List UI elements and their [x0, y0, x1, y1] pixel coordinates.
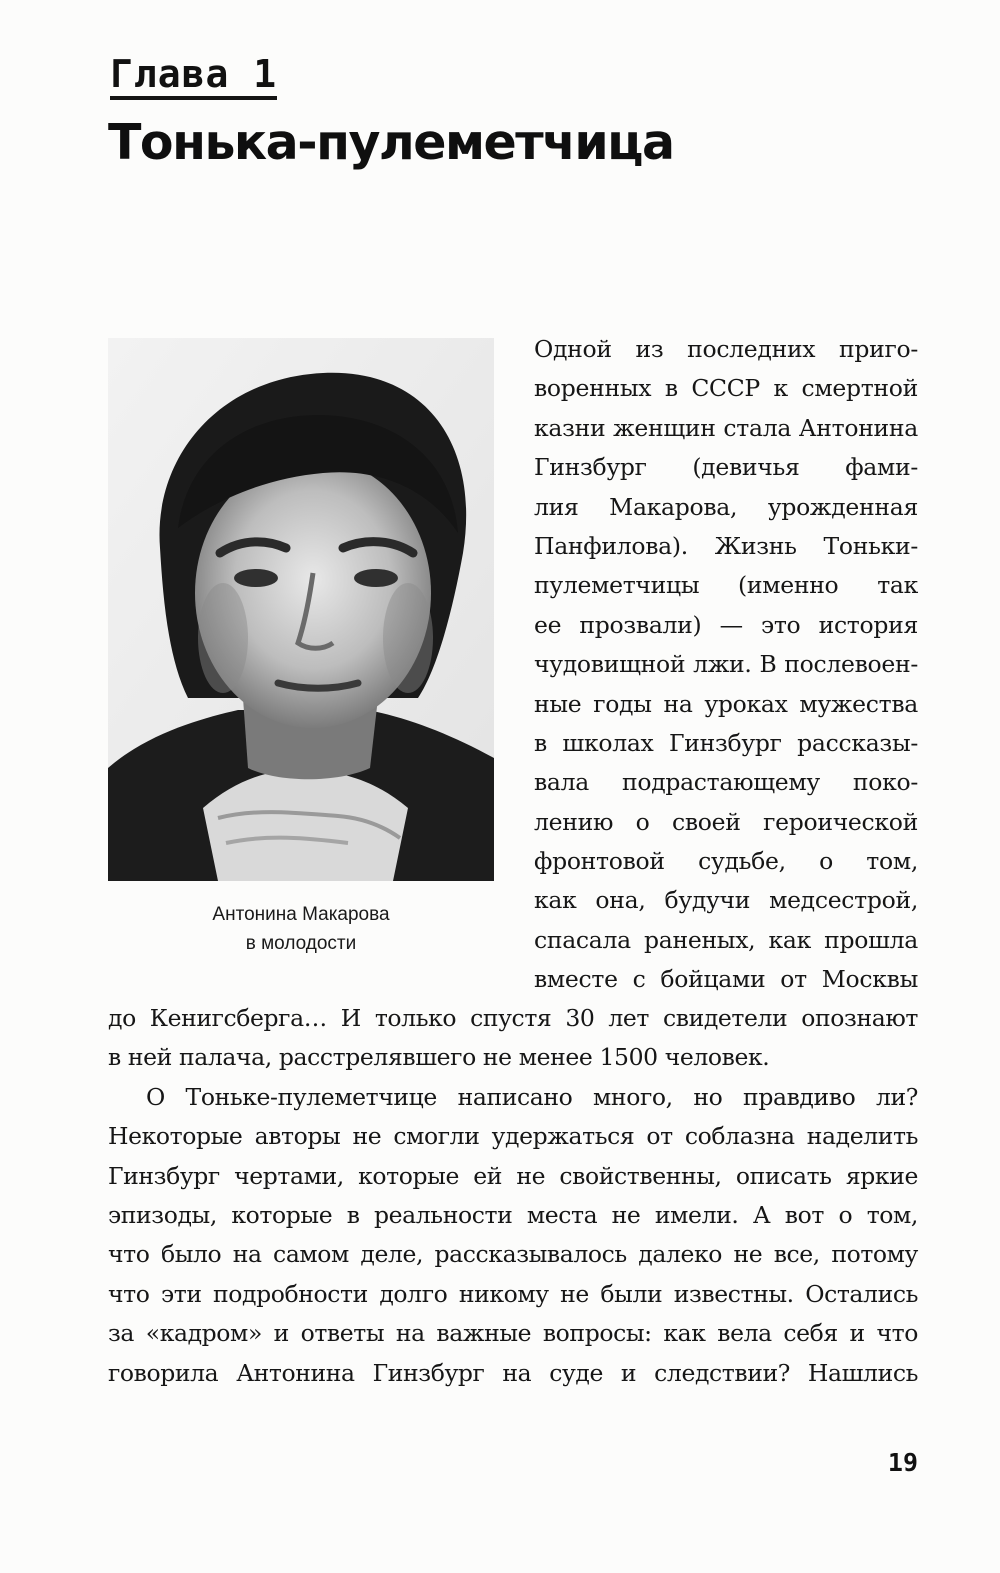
text-line: за «кадром» и ответы на важные вопросы: как вела себя и что — [108, 1319, 918, 1348]
chapter-label: Глава 1 — [110, 52, 277, 100]
page-number: 19 — [887, 1448, 918, 1477]
text-line: Гинзбург чертами, которые ей не свойственны, описать яркие — [108, 1161, 918, 1190]
text-line: Некоторые авторы не смогли удержаться от соблазна наделить — [108, 1122, 918, 1151]
paragraph-first-line: О Тоньке-пулеметчице написано много, но правдиво ли? — [146, 1082, 918, 1111]
text-line: говорила Антонина Гинзбург на суде и следствии? Нашлись — [108, 1358, 918, 1387]
portrait-illustration — [108, 338, 494, 881]
text-line: казни женщин стала Антонина — [534, 413, 918, 442]
text-line: ее прозвали) — это история — [534, 610, 918, 639]
chapter-title: Тонька-пулеметчица — [108, 114, 674, 171]
text-line: чудовищной лжи. В послевоен- — [534, 650, 918, 679]
portrait-photo — [108, 338, 494, 881]
text-line: ные годы на уроках мужества — [534, 689, 918, 718]
text-line: лению о своей героической — [534, 807, 918, 836]
text-line: до Кенигсберга… И только спустя 30 лет свидетели опознают — [108, 1004, 918, 1032]
text-line: Одной из последних приго- — [534, 335, 918, 363]
text-line: что было на самом деле, рассказывалось далеко не все, потому — [108, 1240, 918, 1269]
body-text — [108, 999, 918, 1393]
text-line: Гинзбург (девичья фами- — [534, 453, 918, 482]
text-line: в ней палача, расстрелявшего не менее 1500 человек. — [108, 1043, 770, 1072]
text-line: фронтовой судьбе, о том, — [534, 847, 918, 876]
text-line: воренных в СССР к смертной — [534, 374, 918, 403]
text-line: лия Макарова, урожденная — [534, 492, 918, 521]
text-line: вала подрастающему поко- — [534, 768, 918, 797]
caption-line: Антонина Макарова — [212, 904, 390, 925]
text-line: пулеметчицы (именно так — [534, 571, 918, 600]
photo-caption — [108, 900, 494, 958]
text-line: что эти подробности долго никому не были известны. Остались — [108, 1279, 918, 1308]
text-line: как она, будучи медсестрой, — [534, 886, 918, 915]
text-line: вместе с бойцами от Москвы — [534, 965, 918, 994]
column-text — [534, 330, 918, 1000]
text-line: эпизоды, которые в реальности места не имели. А вот о том, — [108, 1200, 918, 1229]
caption-line: в молодости — [245, 933, 357, 954]
text-line: Панфилова). Жизнь Тоньки- — [534, 531, 918, 560]
text-line: в школах Гинзбург рассказы- — [534, 728, 918, 757]
text-line: спасала раненых, как прошла — [534, 925, 918, 954]
